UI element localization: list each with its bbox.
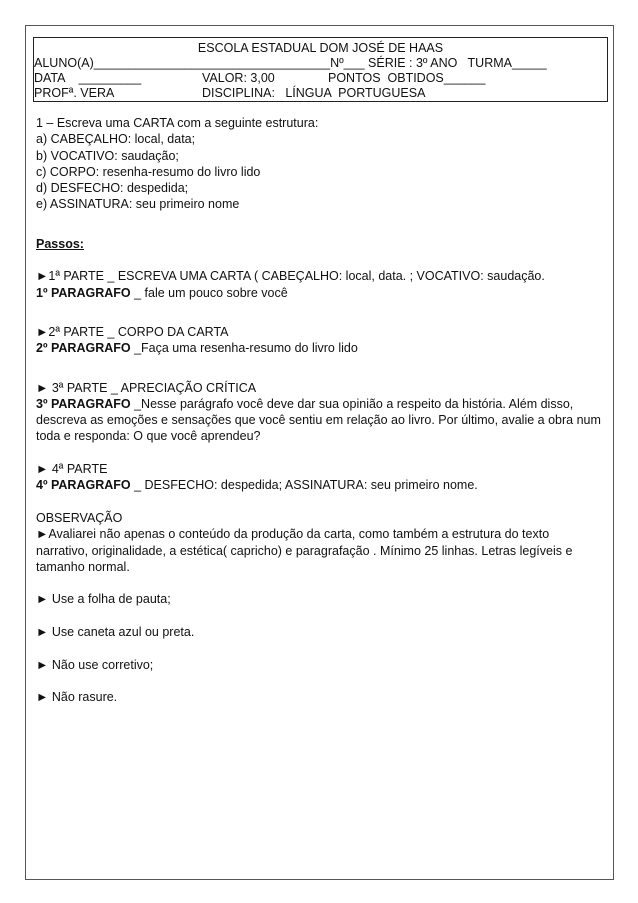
instruction-intro: 1 – Escreva uma CARTA com a seguinte estrutura: [36,116,319,130]
structure-item: c) CORPO: resenha-resumo do livro lido [36,164,261,179]
paragraph4-label: 4º PARAGRAFO [36,478,131,493]
paragraph2-label: 2º PARAGRAFO [36,341,131,356]
points-label: PONTOS OBTIDOS______ [328,71,486,85]
paragraph1-line [36,285,601,301]
date-label: DATA _________ [34,71,142,85]
paragraph3-line [36,396,601,445]
exam-header [33,37,608,102]
steps-title: Passos: [36,236,84,251]
part1-heading: ►1ª PARTE _ ESCREVA UMA CARTA ( CABEÇALHO: local, data. ; VOCATIVO: saudação. [36,269,545,284]
paragraph4-text: _ DESFECHO: despedida; ASSINATURA: seu primeiro nome. [130,478,478,493]
structure-item: b) VOCATIVO: saudação; [36,148,179,163]
assignment-body [36,115,601,706]
paragraph2-text: _Faça uma resenha-resumo do livro lido [130,341,358,356]
grade-value: VALOR: 3,00 [202,71,275,85]
structure-item: e) ASSINATURA: seu primeiro nome [36,197,240,212]
part4-heading: ► 4ª PARTE [36,462,108,477]
paragraph1-label: 1º PARAGRAFO [36,285,131,300]
paragraph2-line [36,340,601,356]
subject-label: DISCIPLINA: LÍNGUA PORTUGUESA [202,86,426,100]
structure-item: a) CABEÇALHO: local, data; [36,132,196,147]
teacher-label: PROFª. VERA [34,86,115,100]
school-name: ESCOLA ESTADUAL DOM JOSÉ DE HAAS [197,41,444,55]
part3-heading: ► 3ª PARTE _ APRECIAÇÃO CRÍTICA [36,380,257,395]
paragraph4-line [36,477,601,493]
paragraph3-label: 3º PARAGRAFO [36,396,131,411]
paragraph3-text: _Nesse parágrafo você deve dar sua opinião a respeito da história. Além disso, descreva as emoções e sensações que você sentiu em relação ao livro. Por último, avalie a obra num toda e responda: O que você aprendeu? [36,396,601,444]
rule-item: ► Não use corretivo; [36,657,154,672]
observation-title: OBSERVAÇÃO [36,510,123,525]
student-line: ALUNO(A)__________________________________Nº___ SÉRIE : 3º ANO TURMA_____ [34,56,547,70]
rule-item: ► Use a folha de pauta; [36,592,171,607]
rule-item: ► Use caneta azul ou preta. [36,625,195,640]
observation-text: ►Avaliarei não apenas o conteúdo da produção da carta, como também a estrutura do texto narrativo, originalidade, a estética( capricho) e paragrafação . Mínimo 25 linhas. Letras legíveis e tamanho normal. [36,527,573,574]
paragraph1-text: _ fale um pouco sobre você [130,285,288,300]
rule-item: ► Não rasure. [36,690,118,705]
structure-item: d) DESFECHO: despedida; [36,181,189,196]
part2-heading: ►2ª PARTE _ CORPO DA CARTA [36,324,229,339]
